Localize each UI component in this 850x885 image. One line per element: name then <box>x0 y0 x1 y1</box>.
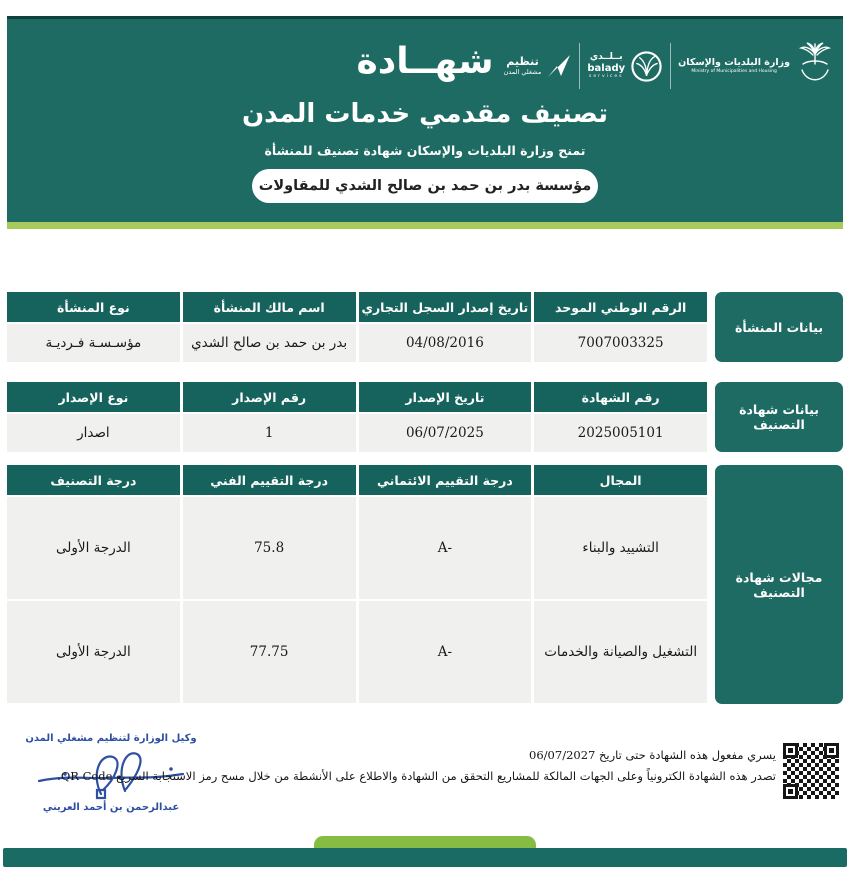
cell-value <box>183 324 356 362</box>
ministry-name-en: Ministry of Municipalities and Housing <box>691 68 777 74</box>
cell-text: 1 <box>264 425 274 441</box>
column-header: الرقم الوطني الموحد <box>534 292 707 322</box>
column-header: نوع المنشأة <box>7 292 180 322</box>
cell-text: مؤسـسـة فـرديـة <box>45 335 142 351</box>
cell-value <box>7 414 180 452</box>
balady-name-ar: بــلــدي <box>589 52 623 63</box>
signatory-name: عبدالرحمن بن أحمد العريني <box>42 802 180 813</box>
column-header: درجة التقييم الائتماني <box>359 465 532 495</box>
cell-value <box>534 324 707 362</box>
facility-value-row <box>7 324 707 362</box>
certificate-subtitle: تصنيف مقدمي خدمات المدن <box>241 99 609 129</box>
column-header: رقم الشهادة <box>534 382 707 412</box>
ministry-name-ar: وزارة البلديات والإسكان <box>678 56 790 68</box>
footer-notes <box>57 748 776 790</box>
column-header: درجة التصنيف <box>7 465 180 495</box>
cell-value <box>534 497 707 599</box>
bottom-teal-bar <box>3 848 847 867</box>
entity-name-pill: مؤسسة بدر بن حمد بن صالح الشدي للمقاولات <box>252 169 598 203</box>
issuance-note: تصدر هذه الشهادة الكترونياً وعلى الجهات المالكة للمشاريع التحقق من الشهادة والاطلاع على الأنشطة من خلال مسح رمز الاستجابة السريع QR Code. <box>57 769 776 783</box>
domains-side-label: مجالات شهادة التصنيف <box>715 465 843 704</box>
cell-value <box>183 601 356 703</box>
balady-name-en: balady <box>587 62 626 74</box>
cell-text: الدرجة الأولى <box>56 540 131 556</box>
cell-text: 06/07/2025 <box>405 425 484 441</box>
cell-value <box>359 497 532 599</box>
cell-text: التشييد والبناء <box>582 540 659 556</box>
qr-finder-icon <box>824 743 839 758</box>
certificate-title: شهــادة <box>356 41 494 82</box>
cell-value <box>534 414 707 452</box>
cell-value <box>534 601 707 703</box>
cell-text: بدر بن حمد بن صالح الشدي <box>191 335 348 351</box>
cell-text: 7007003325 <box>577 335 664 351</box>
cell-text: 75.8 <box>254 540 285 556</box>
qr-finder-icon <box>783 784 798 799</box>
certificate-value-row <box>7 414 707 452</box>
column-header: اسم مالك المنشأة <box>183 292 356 322</box>
tanzim-title: تنظيم <box>506 54 539 68</box>
column-header: درجة التقييم الفني <box>183 465 356 495</box>
balady-services-label: services <box>589 74 624 80</box>
cell-text: اصدار <box>77 425 110 441</box>
header-green-stripe <box>7 222 843 229</box>
facility-side-label: بيانات المنشأة <box>715 292 843 362</box>
cell-value <box>7 601 180 703</box>
certificate-tagline: تمنح وزارة البلديات والإسكان شهادة تصنيف للمنشأة <box>264 143 586 158</box>
facility-section <box>7 292 843 362</box>
certificate-side-label: بيانات شهادة التصنيف <box>715 382 843 452</box>
certificate-data-section <box>7 382 843 452</box>
domains-section <box>7 465 843 704</box>
column-header: رقم الإصدار <box>183 382 356 412</box>
tanzim-subtitle: مشغلي المدن <box>503 67 542 76</box>
cell-text: A- <box>437 644 453 660</box>
certificate-header <box>7 16 843 225</box>
cell-text: 77.75 <box>249 644 289 660</box>
certificate-header-row <box>7 382 707 412</box>
signatory-title: وكيل الوزارة لتنظيم مشغلي المدن <box>25 733 197 744</box>
cell-value <box>359 324 532 362</box>
certificate-table <box>7 382 707 452</box>
qr-code <box>783 743 839 799</box>
cell-text: الدرجة الأولى <box>56 644 131 660</box>
cell-value <box>359 601 532 703</box>
cell-text: A- <box>437 540 453 556</box>
cell-value <box>183 414 356 452</box>
column-header: المجال <box>534 465 707 495</box>
column-header: تاريخ الإصدار <box>359 382 532 412</box>
facility-header-row <box>7 292 707 322</box>
domain-row <box>7 497 707 599</box>
qr-finder-icon <box>783 743 798 758</box>
cell-text: 04/08/2016 <box>405 335 484 351</box>
cell-value <box>359 414 532 452</box>
domain-row <box>7 601 707 703</box>
column-header: نوع الإصدار <box>7 382 180 412</box>
column-header: تاريخ إصدار السجل التجاري <box>359 292 532 322</box>
cell-text: التشغيل والصيانة والخدمات <box>544 644 698 660</box>
validity-text: يسري مفعول هذه الشهادة حتى تاريخ 06/07/2027 <box>529 748 776 762</box>
domains-table <box>7 465 707 704</box>
domains-header-row <box>7 465 707 495</box>
cell-value <box>183 497 356 599</box>
facility-table <box>7 292 707 362</box>
cell-value <box>7 497 180 599</box>
cell-text: 2025005101 <box>577 425 664 441</box>
cell-value <box>7 324 180 362</box>
